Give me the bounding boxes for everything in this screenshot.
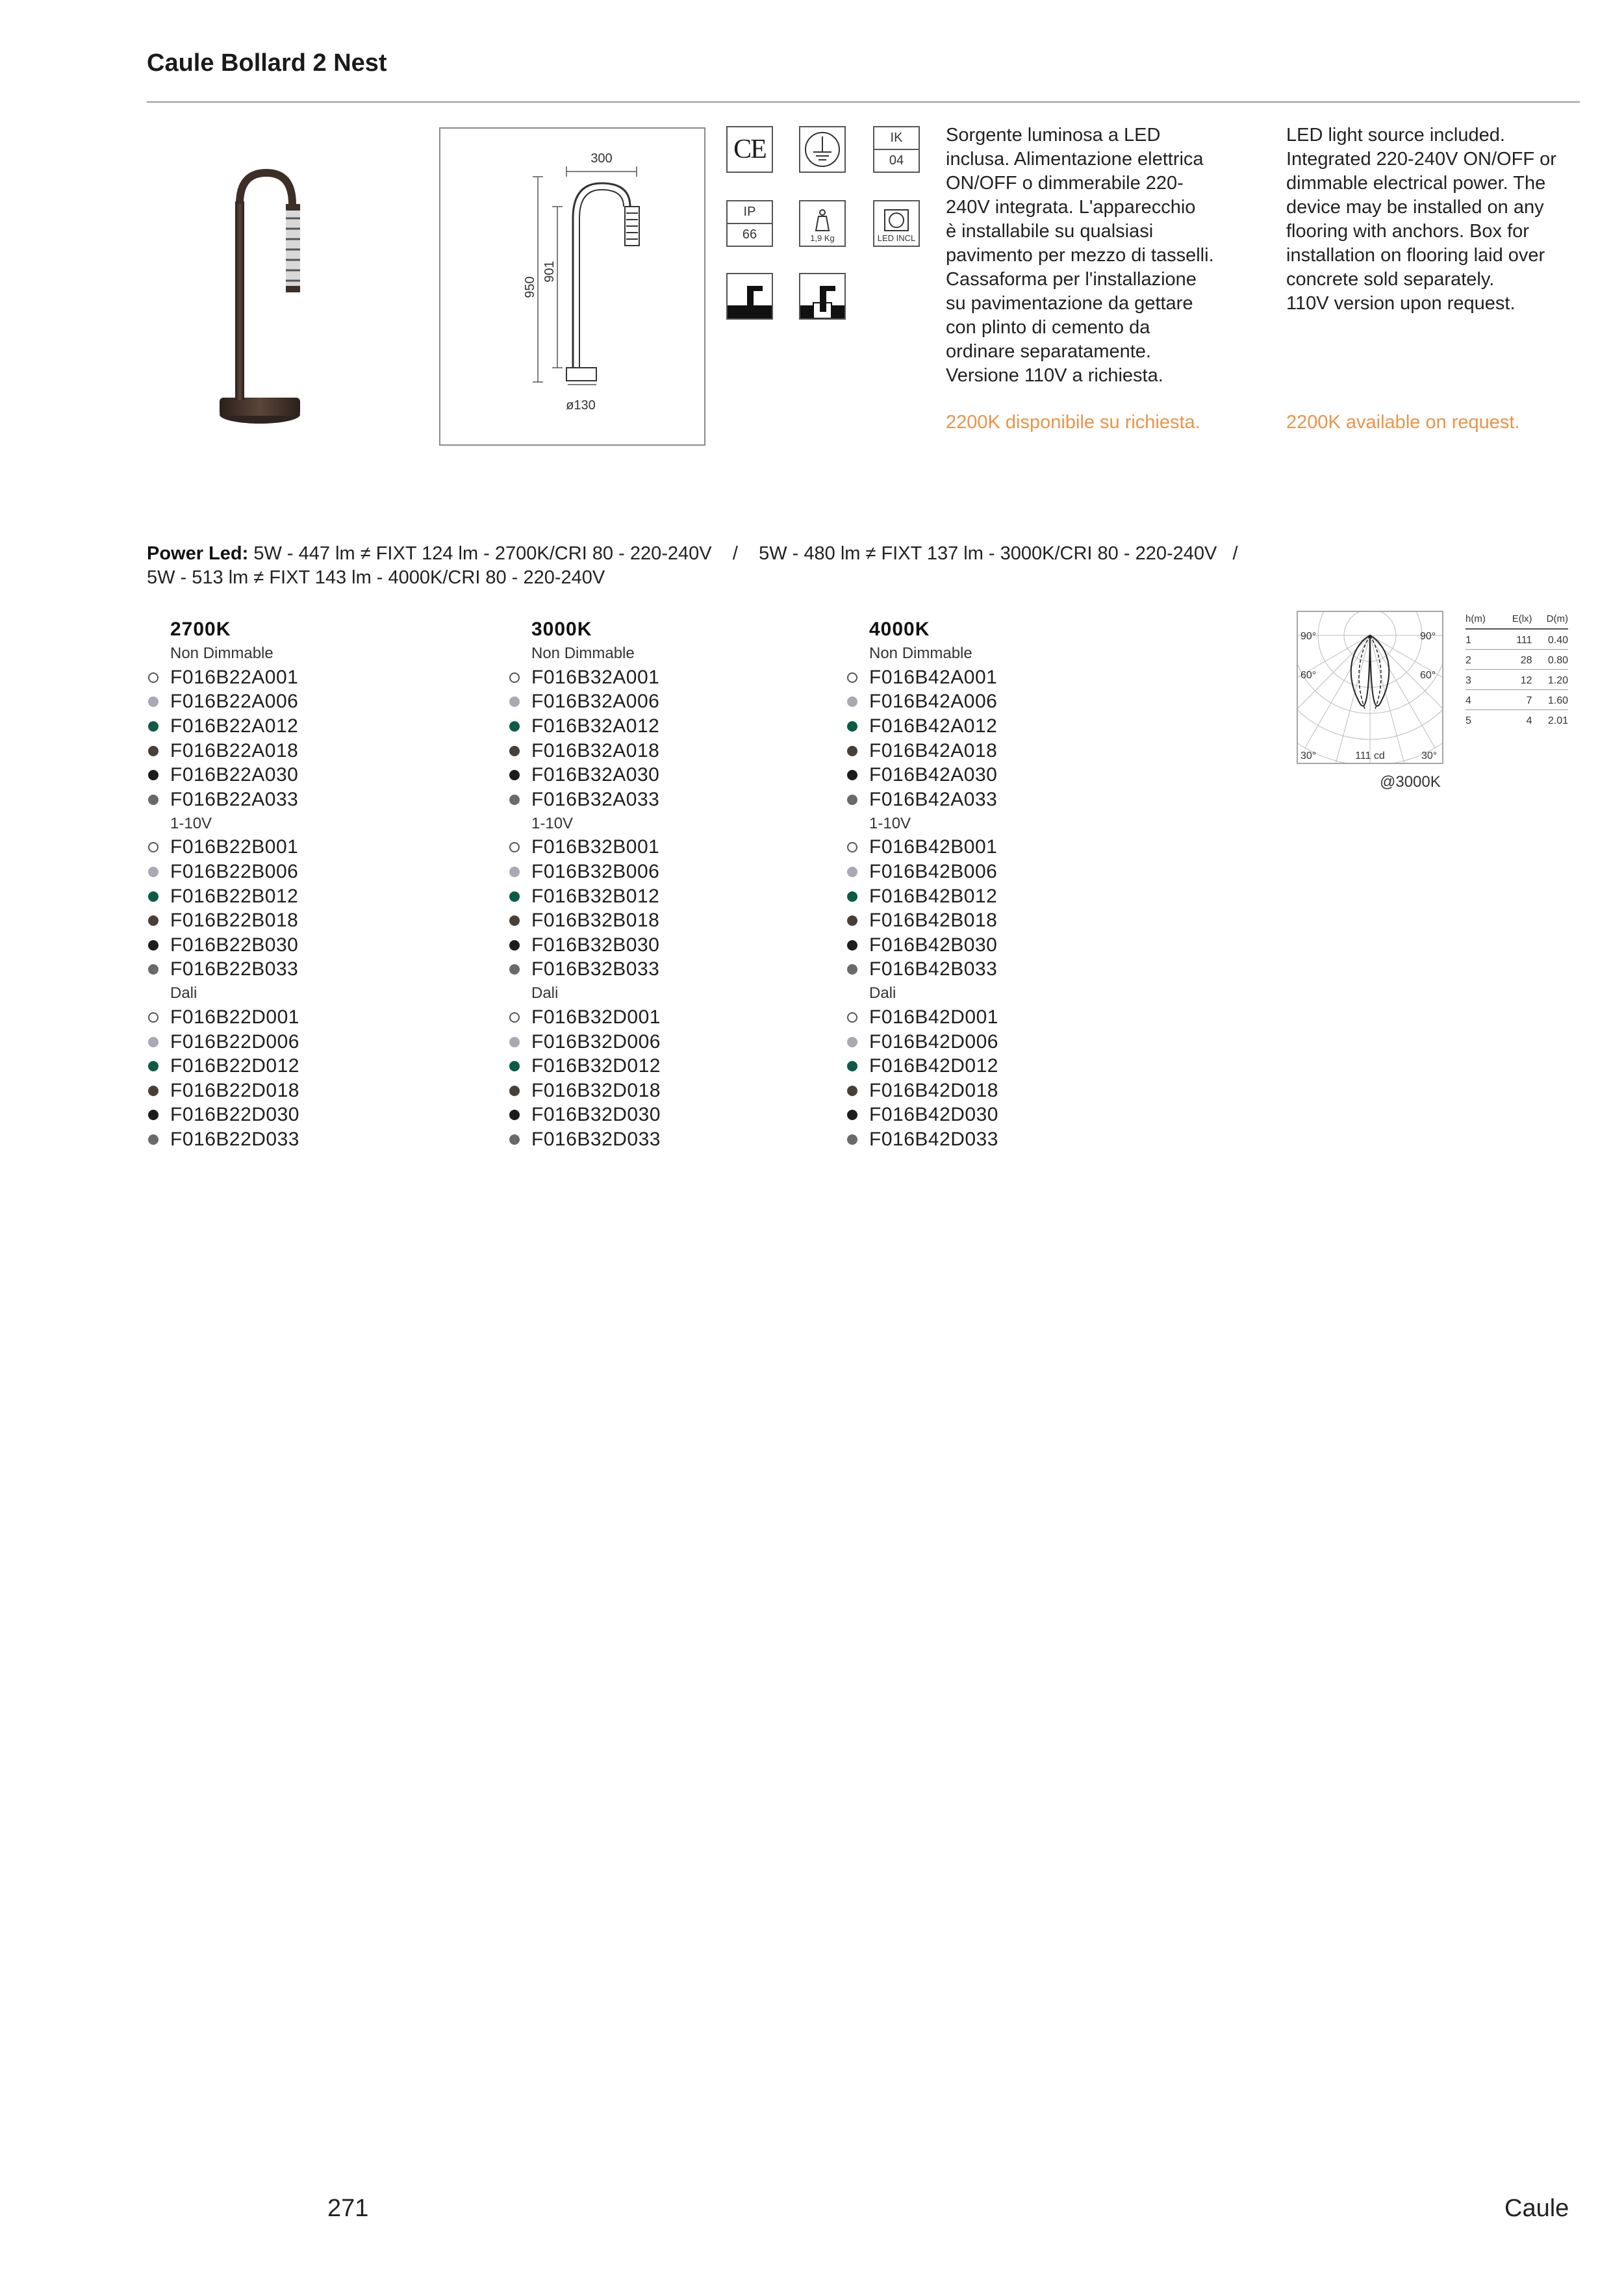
concrete-install-icon [799, 273, 846, 320]
finish-color-swatch [148, 1037, 159, 1047]
list-item [147, 665, 299, 690]
product-code: F016B32B018 [531, 910, 660, 932]
product-code: F016B32D030 [531, 1104, 661, 1126]
product-code: F016B32A018 [531, 739, 660, 761]
finish-color-swatch [148, 1134, 159, 1145]
finish-color-swatch [509, 1086, 520, 1096]
dimming-group-label: Dali [869, 984, 896, 1003]
product-code: F016B42D006 [869, 1030, 998, 1053]
list-item [846, 739, 998, 763]
finish-color-swatch [509, 1061, 520, 1071]
list-item [147, 836, 299, 860]
polar-caption: @3000K [1380, 773, 1441, 791]
list-item [147, 763, 299, 787]
ptable-header-height: h(m) [1465, 613, 1486, 624]
product-code: F016B42D030 [869, 1104, 998, 1126]
list-item [508, 1127, 661, 1152]
finish-color-swatch [509, 1134, 520, 1145]
product-code: F016B32D001 [531, 1006, 661, 1028]
product-code: F016B42B030 [869, 934, 998, 956]
finish-color-swatch [847, 770, 857, 780]
dim-height-total: 950 [523, 276, 537, 298]
list-item [846, 1127, 998, 1152]
finish-color-swatch [148, 746, 159, 756]
dimming-group-label: Non Dimmable [170, 645, 273, 662]
finish-color-swatch [847, 964, 857, 975]
product-code: F016B32B012 [531, 885, 660, 907]
table-row: 4 7 1.60 [1465, 690, 1568, 710]
weight-icon [799, 200, 846, 247]
list-item [508, 836, 661, 860]
product-code: F016B32A030 [531, 764, 660, 786]
product-code: F016B32D006 [531, 1030, 661, 1053]
list-item [508, 908, 661, 933]
finish-color-swatch [847, 1110, 857, 1120]
product-code: F016B22B012 [170, 885, 299, 907]
list-item [508, 665, 661, 690]
polar-angle-30-left: 30° [1300, 750, 1317, 761]
product-code: F016B22D001 [170, 1006, 299, 1028]
finish-color-swatch [509, 696, 520, 707]
finish-color-swatch [509, 1037, 520, 1047]
finish-color-swatch [148, 1110, 159, 1120]
list-item [846, 665, 998, 690]
photometric-polar-diagram [1297, 611, 1443, 764]
weight-value: 1,9 Kg [810, 233, 835, 243]
availability-note-italian: 2200K disponibile su richiesta. [946, 412, 1200, 433]
list-item [147, 1005, 299, 1030]
power-led-label: Power Led: [147, 543, 249, 564]
product-code: F016B42B001 [869, 836, 998, 858]
finish-color-swatch [148, 915, 159, 926]
product-code: F016B22D018 [170, 1079, 299, 1101]
dimming-group-label: 1-10V [170, 814, 212, 832]
dimming-group-label: Non Dimmable [869, 645, 972, 662]
finish-color-swatch [148, 795, 159, 805]
finish-color-swatch [847, 1134, 857, 1145]
ip-label: IP [728, 201, 772, 224]
finish-color-swatch [509, 795, 520, 805]
product-code: F016B32D018 [531, 1079, 661, 1101]
page-number: 271 [327, 2195, 369, 2222]
product-code: F016B22B006 [170, 860, 299, 882]
surface-install-icon [726, 273, 773, 320]
product-code: F016B42D018 [869, 1079, 998, 1101]
product-code: F016B32D033 [531, 1128, 661, 1150]
dimming-group-label: 1-10V [531, 814, 574, 832]
finish-color-swatch [509, 770, 520, 780]
product-code: F016B22A006 [170, 691, 299, 713]
ik-rating-icon [873, 126, 920, 173]
list-item [508, 739, 661, 763]
product-code: F016B22D033 [170, 1128, 299, 1150]
product-code: F016B22D012 [170, 1055, 299, 1077]
list-item [147, 884, 299, 909]
list-item [846, 933, 998, 958]
list-item [846, 860, 998, 884]
finish-color-swatch [148, 842, 159, 852]
product-code: F016B22A001 [170, 666, 299, 688]
ik-value: 04 [889, 153, 904, 168]
finish-color-swatch [847, 795, 857, 805]
list-item [147, 1127, 299, 1152]
title-divider [147, 101, 1580, 103]
ptable-header-illuminance: E(lx) [1512, 613, 1532, 624]
ground-icon [799, 126, 846, 173]
finish-color-swatch [509, 746, 520, 756]
dimming-group-label: 1-10V [869, 814, 911, 832]
list-item [508, 787, 661, 812]
list-item [846, 1005, 998, 1030]
list-item [147, 1054, 299, 1079]
list-item [846, 1030, 998, 1054]
product-code: F016B22D030 [170, 1104, 299, 1126]
product-code: F016B32A033 [531, 788, 660, 810]
product-code: F016B32D012 [531, 1055, 661, 1077]
ce-mark-icon: CE [726, 126, 773, 173]
led-included-label: LED INCL [877, 233, 916, 243]
list-item [508, 933, 661, 958]
finish-color-swatch [509, 940, 520, 951]
list-item [147, 787, 299, 812]
list-item [147, 1030, 299, 1054]
finish-color-swatch [847, 1037, 857, 1047]
product-code: F016B22A018 [170, 739, 299, 761]
led-included-icon [873, 200, 920, 247]
product-code: F016B42A033 [869, 788, 998, 810]
finish-color-swatch [509, 891, 520, 902]
finish-color-swatch [509, 867, 520, 877]
description-english: LED light source included. Integrated 220-240V ON/OFF or dimmable electrical power. The device may be installed on any flooring with anchors. Box for installation on flooring laid over concrete sold separately. 110V version upon request. [1286, 125, 1556, 314]
product-code: F016B32A006 [531, 691, 660, 713]
dim-width: 300 [590, 151, 613, 166]
code-column-2700k [147, 617, 299, 1152]
polar-angle-30-right: 30° [1421, 750, 1438, 761]
product-photo [214, 162, 305, 429]
list-item [147, 1103, 299, 1128]
polar-candela-label: 111 cd [1355, 750, 1385, 761]
product-code: F016B22B030 [170, 934, 299, 956]
finish-color-swatch [847, 746, 857, 756]
dimension-drawing [439, 127, 705, 446]
product-code: F016B32A012 [531, 715, 660, 737]
finish-color-swatch [148, 770, 159, 780]
list-item [846, 884, 998, 909]
finish-color-swatch [847, 1012, 857, 1023]
list-item [147, 739, 299, 763]
list-item [846, 908, 998, 933]
ik-label: IK [874, 127, 919, 150]
power-led-line-2: 5W - 513 lm ≠ FIXT 143 lm - 4000K/CRI 80 - 220-240V [147, 567, 605, 588]
finish-color-swatch [509, 1110, 520, 1120]
product-code: F016B42A001 [869, 666, 998, 688]
ip-rating-icon [726, 200, 773, 247]
list-item [508, 714, 661, 739]
column-header: 4000K [869, 619, 930, 640]
finish-color-swatch [509, 964, 520, 975]
product-code: F016B22A033 [170, 788, 299, 810]
column-header: 2700K [170, 619, 231, 640]
column-header: 3000K [531, 619, 592, 640]
finish-color-swatch [509, 1012, 520, 1023]
code-column-3000k [508, 617, 661, 1152]
description-italian: Sorgente luminosa a LED inclusa. Alimentazione elettrica ON/OFF o dimmerabile 220- 240V integrata. L'apparecchio è installabile su qualsiasi pavimento per mezzo di tasselli. Cassaforma per l'installazione su pavimentazione da gettare con plinto di cemento da ordinare separatamente. Versione 110V a richiesta. [946, 125, 1214, 386]
finish-color-swatch [847, 915, 857, 926]
list-item [147, 1079, 299, 1103]
product-code: F016B22A030 [170, 764, 299, 786]
list-item [147, 690, 299, 715]
finish-color-swatch [148, 672, 159, 683]
finish-color-swatch [509, 672, 520, 683]
product-code: F016B22A012 [170, 715, 299, 737]
finish-color-swatch [148, 1086, 159, 1096]
product-code: F016B42B006 [869, 860, 998, 882]
list-item [846, 714, 998, 739]
finish-color-swatch [847, 842, 857, 852]
list-item [508, 690, 661, 715]
page-title: Caule Bollard 2 Nest [147, 49, 387, 77]
finish-color-swatch [847, 696, 857, 707]
list-item [846, 690, 998, 715]
list-item [846, 958, 998, 982]
finish-color-swatch [148, 940, 159, 951]
finish-color-swatch [847, 721, 857, 732]
list-item [508, 1005, 661, 1030]
ip-value: 66 [742, 227, 757, 242]
dimming-group-label: Dali [531, 984, 559, 1003]
table-row: 3 12 1.20 [1465, 670, 1568, 690]
finish-color-swatch [847, 891, 857, 902]
finish-color-swatch [148, 1061, 159, 1071]
list-item [147, 908, 299, 933]
table-row: 2 28 0.80 [1465, 650, 1568, 670]
list-item [508, 1030, 661, 1054]
finish-color-swatch [148, 964, 159, 975]
list-item [846, 1054, 998, 1079]
finish-color-swatch [148, 867, 159, 877]
finish-color-swatch [847, 1086, 857, 1096]
power-led-line-1: 5W - 447 lm ≠ FIXT 124 lm - 2700K/CRI 80 - 220-240V / 5W - 480 lm ≠ FIXT 137 lm - 3000K/CRI 80 - 220-240V / [248, 543, 1238, 564]
product-code: F016B32A001 [531, 666, 660, 688]
finish-color-swatch [847, 867, 857, 877]
list-item [846, 763, 998, 787]
product-code: F016B32B033 [531, 958, 660, 980]
finish-color-swatch [148, 891, 159, 902]
product-code: F016B32B030 [531, 934, 660, 956]
footer-collection-name: Caule [1504, 2195, 1569, 2222]
finish-color-swatch [148, 696, 159, 707]
power-led-spec [147, 542, 1543, 590]
table-row: 1 111 0.40 [1465, 629, 1568, 650]
product-code: F016B42A006 [869, 691, 998, 713]
product-code: F016B22B001 [170, 836, 299, 858]
product-code: F016B42B033 [869, 958, 998, 980]
product-code: F016B22D006 [170, 1030, 299, 1053]
finish-color-swatch [509, 721, 520, 732]
product-code: F016B42A030 [869, 764, 998, 786]
polar-angle-60-right: 60° [1420, 670, 1436, 681]
ptable-header-diameter: D(m) [1546, 613, 1568, 624]
finish-color-swatch [509, 915, 520, 926]
product-code: F016B42A018 [869, 739, 998, 761]
finish-color-swatch [847, 1061, 857, 1071]
list-item [508, 884, 661, 909]
list-item [147, 933, 299, 958]
finish-color-swatch [148, 721, 159, 732]
finish-color-swatch [847, 672, 857, 683]
dim-height-body: 901 [542, 261, 557, 283]
dimension-drawing-svg [440, 129, 704, 444]
list-item [508, 1054, 661, 1079]
list-item [147, 714, 299, 739]
list-item [508, 1079, 661, 1103]
list-item [508, 958, 661, 982]
polar-angle-60-left: 60° [1300, 670, 1317, 681]
dimming-group-label: Non Dimmable [531, 645, 635, 662]
finish-color-swatch [847, 940, 857, 951]
list-item [846, 1103, 998, 1128]
list-item [508, 1103, 661, 1128]
list-item [147, 958, 299, 982]
product-code: F016B42D033 [869, 1128, 998, 1150]
product-code: F016B42D012 [869, 1055, 998, 1077]
list-item [147, 860, 299, 884]
list-item [508, 763, 661, 787]
list-item [508, 860, 661, 884]
finish-color-swatch [509, 842, 520, 852]
list-item [846, 1079, 998, 1103]
list-item [846, 787, 998, 812]
finish-color-swatch [148, 1012, 159, 1023]
product-code: F016B22B018 [170, 910, 299, 932]
product-code: F016B32B006 [531, 860, 660, 882]
table-row: 5 4 2.01 [1465, 710, 1568, 730]
photometric-table [1465, 613, 1568, 730]
product-code: F016B42B012 [869, 885, 998, 907]
product-code: F016B42A012 [869, 715, 998, 737]
dim-base: ø130 [566, 398, 596, 413]
code-column-4000k [846, 617, 998, 1152]
list-item [846, 836, 998, 860]
product-code: F016B42D001 [869, 1006, 998, 1028]
product-code: F016B32B001 [531, 836, 660, 858]
availability-note-english: 2200K available on request. [1286, 412, 1520, 433]
polar-angle-90-left: 90° [1300, 631, 1317, 642]
product-code: F016B22B033 [170, 958, 299, 980]
product-code: F016B42B018 [869, 910, 998, 932]
polar-angle-90-right: 90° [1420, 631, 1436, 642]
dimming-group-label: Dali [170, 984, 197, 1003]
